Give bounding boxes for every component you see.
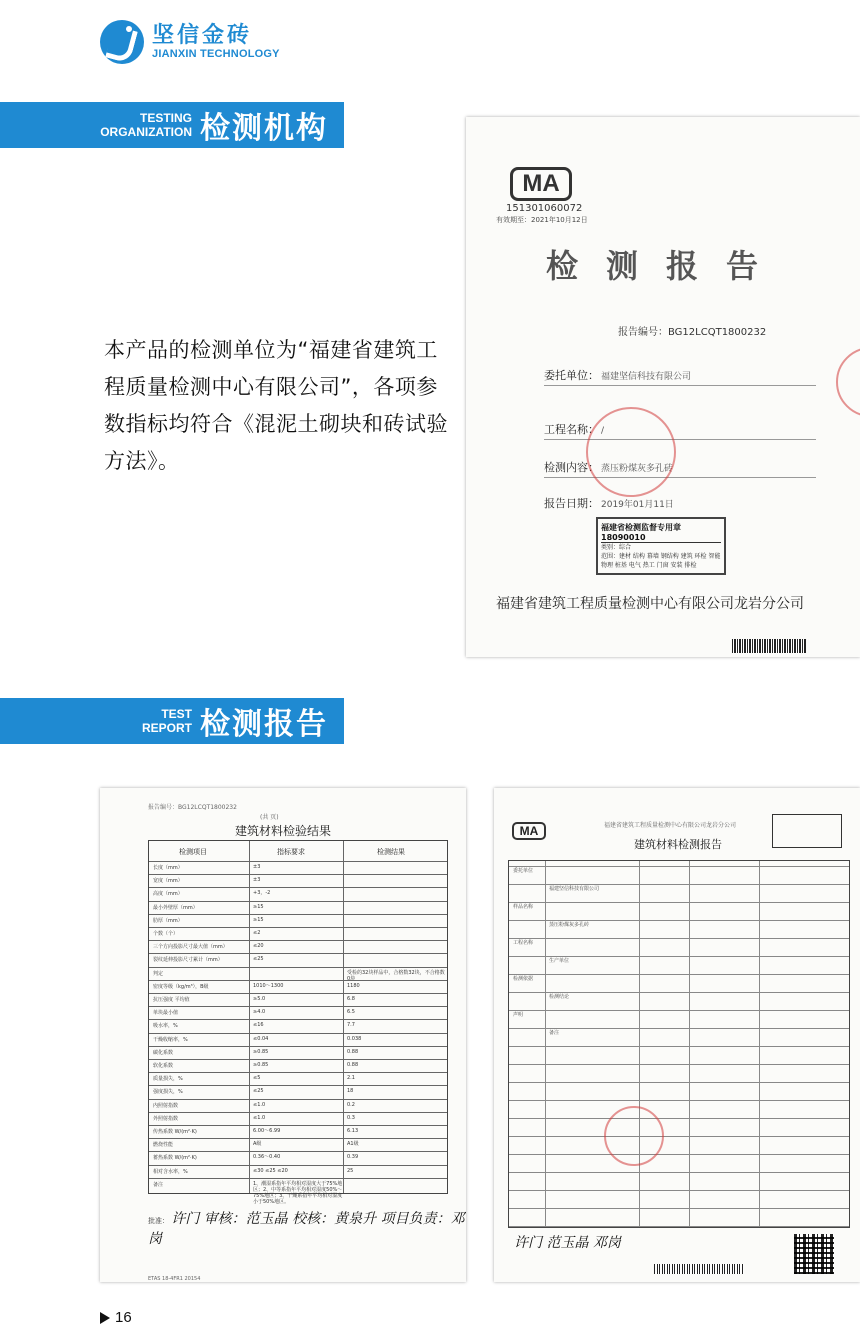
table-cell: 备注: [549, 1030, 560, 1036]
results-signatures: [148, 1208, 466, 1248]
report-cover-image: [466, 117, 860, 657]
section1-title: 检测机构: [200, 111, 328, 146]
table-cell: 高度（mm）: [153, 891, 183, 898]
table-row-divider: [149, 1006, 447, 1007]
brand-logo: [100, 20, 280, 64]
results-title: 建筑材料检验结果: [234, 824, 331, 838]
table-cell: 0.2: [347, 1101, 355, 1108]
table-cell: 相对含水率，%: [153, 1168, 188, 1175]
table-row-divider: [149, 993, 447, 994]
col-header-result: 检测结果: [377, 848, 405, 856]
qr-code-icon: [794, 1234, 834, 1274]
table-row-divider: [149, 1033, 447, 1034]
client-value: 福建坚信科技有限公司: [601, 372, 692, 382]
seal-line: 物理 桩基 电气 热工 门窗 安装 排检: [601, 562, 697, 569]
table-cell: ≤20: [253, 943, 264, 950]
ma-number: 151301060072: [506, 203, 583, 214]
table-cell: 传热系数 W/(m²·K): [153, 1129, 197, 1135]
section-header-test-report: [0, 698, 344, 744]
report2-table: [508, 860, 850, 1228]
section-header-testing-organization: [0, 102, 344, 148]
col-divider: [689, 861, 690, 1227]
table-cell: 软化系数: [153, 1063, 174, 1069]
table-row-divider: [149, 1019, 447, 1020]
table-cell: 0.39: [347, 1154, 359, 1161]
col-divider: [249, 841, 250, 1193]
table-cell: A1级: [347, 1141, 359, 1148]
table-cell: 1180: [347, 982, 360, 989]
table-row-divider: [149, 1125, 447, 1126]
table-cell: 1、潮湿系指年平均相对湿度大于75%地区；2、中等系指年平均相对湿度50%～75%地区；3、干燥系指年平均相对湿度小于50%地区。: [253, 1180, 343, 1205]
table-cell: 委托单位: [513, 868, 534, 874]
col-header-requirement: 指标要求: [277, 848, 305, 856]
table-cell: ≤25: [253, 956, 264, 963]
table-row-divider: [149, 1151, 447, 1152]
page-number: [100, 1309, 132, 1326]
col-divider: [759, 861, 760, 1227]
table-cell: 6.00～6.99: [253, 1128, 281, 1134]
table-cell: 0.88: [347, 1062, 359, 1068]
cover-title: 检测报告: [546, 247, 787, 285]
table-cell: 强度损失，%: [153, 1089, 183, 1096]
table-cell: 裂纹延伸投影尺寸累计（mm）: [153, 957, 223, 964]
results-document-image: [100, 788, 466, 1282]
table-row-divider: [149, 914, 447, 915]
table-cell: 检测依据: [513, 976, 534, 982]
date-value: 2019年01月11日: [601, 500, 674, 510]
table-cell: 内照射指数: [153, 1102, 179, 1109]
table-cell: ±3: [253, 877, 261, 884]
page-number-text: 16: [115, 1309, 132, 1326]
triangle-icon: [100, 1312, 110, 1324]
report-number: 报告编号：BG12LCQT1800232: [618, 327, 767, 338]
seal-line: 类别：综合: [601, 544, 632, 551]
sign-label: 批准：: [148, 1217, 169, 1225]
table-cell: 声明: [513, 1012, 524, 1018]
table-cell: 密度等级（kg/m³），B级: [153, 983, 209, 990]
section2-en-line2: REPORT: [141, 721, 192, 735]
table-cell: 生产单位: [549, 958, 570, 964]
results-table: [148, 840, 448, 1205]
table-cell: 6.8: [347, 996, 355, 1002]
table-cell: 福建坚信科技有限公司: [549, 886, 600, 892]
ma-logo-small: MA: [512, 822, 546, 840]
table-row-divider: [149, 1165, 447, 1166]
table-cell: 0.3: [347, 1114, 355, 1121]
table-cell: 判定: [153, 970, 164, 977]
date-label: 报告日期：: [544, 497, 599, 510]
col-divider: [545, 861, 546, 1227]
table-row-divider: [149, 1178, 447, 1179]
results-subheader: (共 页): [260, 814, 279, 821]
results-header: 报告编号：BG12LCQT1800232: [148, 804, 237, 811]
table-cell: A级: [253, 1141, 262, 1148]
table-row-divider: [149, 1112, 447, 1113]
table-row-divider: [149, 980, 447, 981]
table-cell: ≥5.0: [253, 996, 266, 1002]
brand-name-en: JIANXIN TECHNOLOGY: [152, 48, 280, 60]
table-cell: 干燥收缩率，%: [153, 1036, 188, 1043]
ma-logo: MA: [510, 167, 572, 201]
table-cell: 0.36～0.40: [253, 1154, 281, 1161]
table-cell: 单块最小值: [153, 1010, 179, 1017]
table-cell: ≤2: [253, 930, 261, 936]
table-cell: 工程名称: [513, 940, 534, 946]
section1-en-line2: ORGANIZATION: [100, 125, 192, 139]
table-row-divider: [149, 874, 447, 875]
table-cell: 6.13: [347, 1128, 359, 1134]
seal-title: 福建省检测监督专用章 18090010: [601, 522, 721, 543]
project-field: [544, 421, 816, 440]
table-cell: 样品名称: [513, 904, 534, 910]
table-cell: ≥15: [253, 916, 264, 923]
table-cell: ≤1.0: [253, 1101, 266, 1108]
section2-title: 检测报告: [200, 707, 328, 742]
table-cell: 7.7: [347, 1022, 355, 1029]
table-cell: ≥0.85: [253, 1048, 269, 1055]
barcode: [654, 1264, 744, 1274]
table-cell: 三个方向投影尺寸最大值（mm）: [153, 944, 228, 951]
table-row-divider: [149, 940, 447, 941]
results-footer: ETAS 18-4FR1 20154: [148, 1276, 201, 1282]
date-field: [544, 495, 816, 513]
table-cell: 长度（mm）: [153, 865, 183, 871]
client-field: [544, 367, 816, 386]
table-row-divider: [149, 1099, 447, 1100]
table-cell: 1010～1300: [253, 982, 284, 989]
project-value: /: [601, 426, 605, 436]
table-cell: 最小外壁厚（mm）: [153, 904, 198, 911]
table-cell: +3，-2: [253, 890, 271, 897]
table-cell: ≤25: [253, 1088, 264, 1095]
table-row-divider: [149, 927, 447, 928]
col-divider: [639, 861, 640, 1227]
table-cell: 备注: [153, 1181, 164, 1188]
table-cell: ±3: [253, 864, 261, 870]
table-cell: ≤5: [253, 1075, 261, 1082]
table-cell: 25: [347, 1167, 354, 1174]
seal-line: 范围：建材 结构 幕墙 钢结构 建筑 环检 智能: [601, 553, 721, 560]
table-cell: 宽度（mm）: [153, 878, 183, 885]
brand-logo-icon: [100, 20, 144, 64]
table-row-divider: [149, 1072, 447, 1073]
report2-document-image: [494, 788, 860, 1282]
red-seal-stamp-edge: [836, 347, 860, 417]
table-cell: ≤30 ≤25 ≤20: [253, 1167, 288, 1174]
report2-header: 福建省建筑工程质量检测中心有限公司龙岩分公司: [604, 822, 737, 829]
barcode: [732, 639, 806, 653]
table-cell: 碳化系数: [153, 1049, 174, 1056]
table-cell: 个数（个）: [153, 931, 179, 937]
table-cell: 肋厚（mm）: [153, 917, 183, 924]
table-row-divider: [149, 1059, 447, 1060]
report2-signatures: 许门 范玉晶 邓岗: [514, 1235, 621, 1251]
table-cell: ≤1.0: [253, 1114, 266, 1121]
table-cell: 18: [347, 1088, 354, 1095]
red-seal-stamp: [586, 407, 676, 497]
table-cell: 抗压强度 平均值: [153, 997, 190, 1003]
table-cell: ≥0.85: [253, 1062, 269, 1068]
content-label: 检测内容：: [544, 461, 599, 474]
col-header-item: 检测项目: [179, 848, 207, 856]
table-cell: 燃烧性能: [153, 1142, 174, 1149]
content-value: 蒸压粉煤灰多孔砖: [601, 464, 674, 474]
section2-en-line1: TEST: [161, 707, 192, 721]
table-row-divider: [149, 1085, 447, 1086]
table-cell: ≥4.0: [253, 1009, 266, 1016]
project-label: 工程名称：: [544, 423, 599, 436]
table-row-divider: [149, 901, 447, 902]
table-cell: 0.038: [347, 1035, 362, 1042]
signature-handwriting: 许门 审核：范玉晶 校核：黄泉升 项目负责：邓岗: [148, 1211, 465, 1247]
table-cell: 质量损失，%: [153, 1076, 183, 1083]
valid-until: 有效期至：2021年10月12日: [496, 216, 588, 224]
table-cell: 检测结论: [549, 994, 570, 1000]
table-cell: 蓄热系数 W/(m²·K): [153, 1155, 197, 1162]
inspection-seal-box: [596, 517, 726, 575]
section1-en-line1: TESTING: [139, 111, 192, 125]
report2-title: 建筑材料检测报告: [634, 838, 722, 851]
table-cell: 外照射指数: [153, 1115, 179, 1122]
table-cell: 0.88: [347, 1048, 359, 1055]
content-field: [544, 459, 816, 478]
table-cell: ≤16: [253, 1022, 264, 1029]
table-cell: ≤0.04: [253, 1035, 269, 1042]
table-row-divider: [149, 967, 447, 968]
table-cell: 吸水率，%: [153, 1023, 178, 1030]
table-row-divider: [149, 1138, 447, 1139]
table-row-divider: [149, 861, 447, 862]
col-divider: [343, 841, 344, 1193]
table-cell: ≥15: [253, 903, 264, 910]
table-cell: 受检的32块样品中，合格数32块，不合格数0块: [347, 969, 445, 982]
report2-seal-box: [772, 814, 842, 848]
client-label: 委托单位：: [544, 369, 599, 382]
cover-organization: 福建省建筑工程质量检测中心有限公司龙岩分公司: [496, 596, 804, 612]
table-cell: 蒸压粉煤灰多孔砖: [549, 922, 590, 928]
table-cell: 2.1: [347, 1075, 355, 1082]
table-row-divider: [149, 887, 447, 888]
table-cell: 6.5: [347, 1009, 355, 1016]
brand-name-cn: 坚信金砖: [152, 23, 253, 48]
red-seal-stamp: [604, 1106, 664, 1166]
table-row-divider: [149, 953, 447, 954]
table-row-divider: [149, 1046, 447, 1047]
intro-paragraph: 本产品的检测单位为“福建省建筑工程质量检测中心有限公司”，各项参数指标均符合《混泥土砌块和砖试验方法》。: [104, 338, 448, 473]
